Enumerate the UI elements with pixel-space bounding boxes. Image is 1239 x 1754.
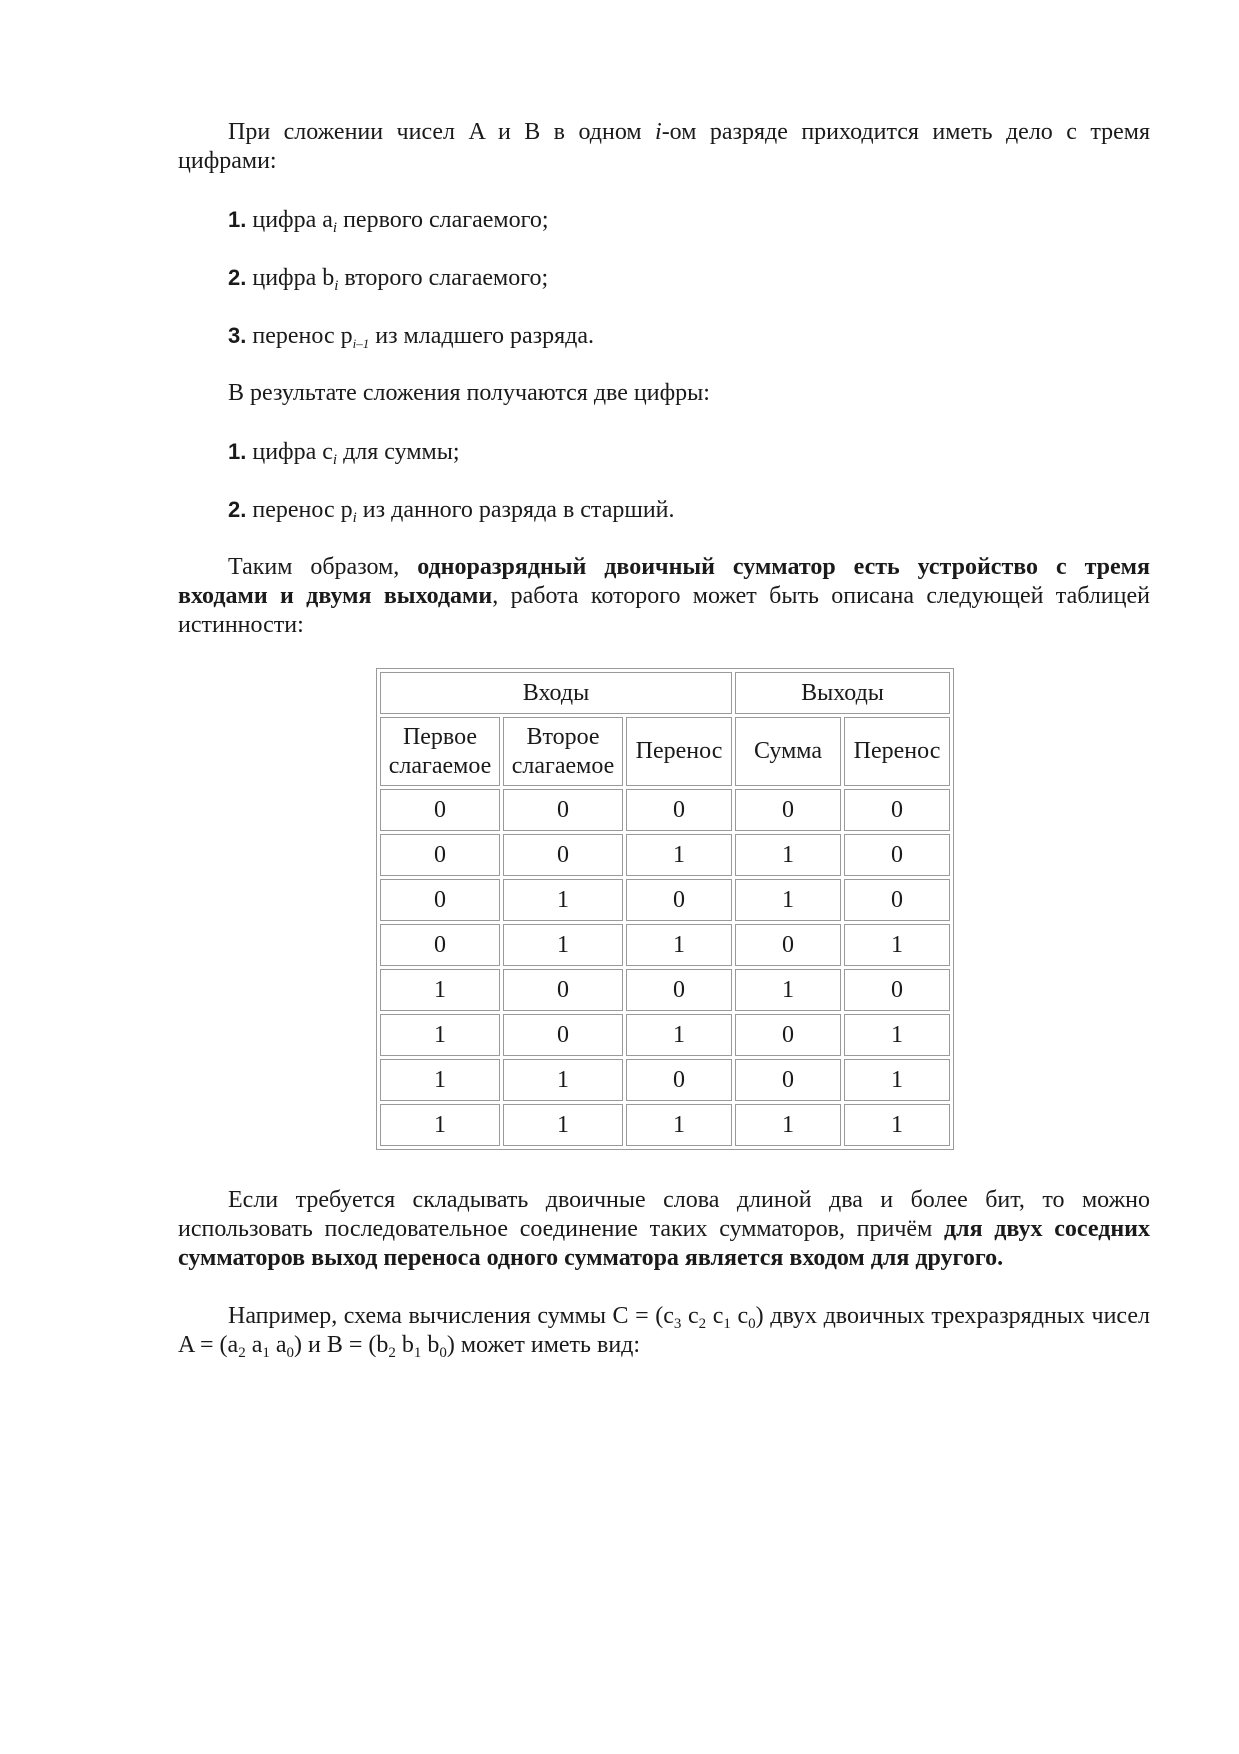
table-cell: 0 (380, 879, 500, 921)
table-cell: 0 (735, 924, 841, 966)
example-text: b (395, 1332, 414, 1358)
table-cell: 1 (503, 879, 623, 921)
table-cell: 0 (503, 969, 623, 1011)
input-item-1 (228, 205, 549, 235)
table-cell: 1 (844, 924, 950, 966)
table-cell: 0 (844, 879, 950, 921)
item-text: перенос p (252, 323, 353, 349)
table-cell: 0 (844, 834, 950, 876)
column-header: Сумма (735, 717, 841, 786)
column-header-line: слагаемое (388, 752, 492, 779)
subscript: 2 (388, 1345, 396, 1361)
example-text: b (421, 1332, 440, 1358)
table-cell: 1 (380, 1059, 500, 1101)
truth-table (376, 668, 954, 1150)
table-cell: 1 (503, 1104, 623, 1146)
table-row (380, 789, 950, 831)
example-text: a (269, 1332, 287, 1358)
item-text: перенос p (252, 497, 353, 523)
subscript: 2 (698, 1316, 707, 1332)
table-group-header (380, 672, 950, 714)
subscript: i (334, 278, 339, 294)
table-row (380, 834, 950, 876)
table-body (380, 789, 950, 1146)
example-text: ) может иметь вид: (446, 1332, 641, 1358)
table-cell: 1 (844, 1014, 950, 1056)
table-cell: 0 (844, 789, 950, 831)
column-header: Перенос (844, 717, 950, 786)
column-header: Перенос (626, 717, 732, 786)
table-cell: 0 (503, 789, 623, 831)
table-cell: 1 (735, 1104, 841, 1146)
table-cell: 1 (380, 969, 500, 1011)
table-cell: 0 (626, 969, 732, 1011)
table-cell: 0 (844, 969, 950, 1011)
subscript: 0 (439, 1345, 447, 1361)
chain-paragraph (178, 1186, 1150, 1273)
group-outputs: Выходы (735, 672, 950, 714)
example-text: a (245, 1332, 263, 1358)
table-row (380, 1104, 950, 1146)
example-text: c (730, 1303, 749, 1329)
table-cell: 0 (380, 924, 500, 966)
column-header (380, 717, 500, 786)
column-header-line: Второе (526, 723, 600, 750)
item-text: для суммы; (337, 439, 460, 465)
table-cell: 1 (380, 1104, 500, 1146)
list-number: 1. (228, 439, 247, 464)
example-text: Например, схема вычисления суммы C = (c (228, 1303, 674, 1329)
intro-paragraph (178, 118, 1150, 176)
chain-pre: Если требуется складывать двоичные слова длиной два и более бит, то можно использовать последовательное соединение таких сумматоров, причём (178, 1187, 1150, 1242)
table-column-header (380, 717, 950, 786)
definition-post: , работа которого может быть описана следующей таблицей истинности: (178, 583, 1150, 638)
column-header-line: Первое (402, 723, 478, 750)
table-cell: 0 (626, 1059, 732, 1101)
item-text: из данного разряда в старший. (356, 497, 675, 523)
table-cell: 1 (626, 834, 732, 876)
table-cell: 1 (735, 969, 841, 1011)
item-text: первого слагаемого; (337, 207, 549, 233)
definition-paragraph (178, 553, 1150, 640)
item-text: из младшего разряда. (369, 323, 594, 349)
subscript: i (332, 452, 338, 468)
table-row (380, 924, 950, 966)
table-cell: 1 (735, 834, 841, 876)
table-cell: 1 (844, 1059, 950, 1101)
item-text: цифра a (252, 207, 333, 233)
subscript: i (332, 220, 338, 236)
intro-text-after: -ом разряде приходится иметь дело с тремя цифрами: (178, 119, 1151, 174)
table-cell: 1 (735, 879, 841, 921)
output-item-1 (228, 437, 460, 467)
chain-bold: для двух соседних сумматоров выход переноса одного сумматора является входом для другого. (178, 1216, 1150, 1271)
subscript: 3 (673, 1316, 682, 1332)
subscript: 1 (413, 1345, 422, 1361)
subscript: i–1 (352, 336, 370, 351)
output-item-2 (228, 495, 675, 525)
table-cell: 0 (503, 1014, 623, 1056)
subscript: 1 (262, 1345, 270, 1361)
group-inputs: Входы (380, 672, 732, 714)
example-paragraph (178, 1302, 1150, 1360)
table-cell: 1 (380, 1014, 500, 1056)
intro-italic-i: i (655, 119, 662, 145)
table-cell: 0 (380, 834, 500, 876)
table-cell: 1 (503, 1059, 623, 1101)
table-cell: 0 (626, 879, 732, 921)
table-cell: 1 (626, 924, 732, 966)
item-text: цифра b (252, 265, 335, 291)
table-row (380, 879, 950, 921)
subscript: 0 (286, 1345, 294, 1361)
table-cell: 1 (844, 1104, 950, 1146)
column-header-line: слагаемое (511, 752, 615, 779)
result-intro: В результате сложения получаются две цифры: (228, 380, 710, 406)
table-row (380, 1014, 950, 1056)
subscript: 2 (238, 1345, 246, 1361)
subscript: 1 (723, 1316, 731, 1332)
input-item-2 (228, 263, 548, 293)
table-cell: 0 (735, 1014, 841, 1056)
table-row (380, 969, 950, 1011)
column-header (503, 717, 623, 786)
item-text: второго слагаемого; (338, 265, 549, 291)
list-number: 2. (228, 265, 247, 290)
list-number: 3. (228, 323, 247, 348)
example-text: c (706, 1303, 724, 1329)
input-item-3 (228, 321, 594, 351)
example-text: ) двух двоичных трехразрядных чисел A = (a (178, 1303, 1150, 1358)
table-row (380, 1059, 950, 1101)
table-cell: 1 (503, 924, 623, 966)
item-text: цифра c (252, 439, 333, 465)
table-cell: 1 (626, 1104, 732, 1146)
table-cell: 0 (735, 1059, 841, 1101)
table-cell: 0 (503, 834, 623, 876)
subscript: i (352, 510, 357, 526)
table-cell: 0 (626, 789, 732, 831)
intro-text-before: При сложении чисел A и B в одном (228, 119, 656, 145)
subscript: 0 (748, 1316, 756, 1332)
table-cell: 1 (626, 1014, 732, 1056)
table-cell: 0 (735, 789, 841, 831)
definition-bold: одноразрядный двоичный сумматор есть устройство с тремя входами и двумя выходами (178, 554, 1150, 609)
table-cell: 0 (380, 789, 500, 831)
example-text: c (681, 1303, 699, 1329)
list-number: 2. (228, 497, 247, 522)
definition-pre: Таким образом, (228, 554, 418, 580)
list-number: 1. (228, 207, 247, 232)
example-text: ) и B = (b (294, 1332, 389, 1358)
